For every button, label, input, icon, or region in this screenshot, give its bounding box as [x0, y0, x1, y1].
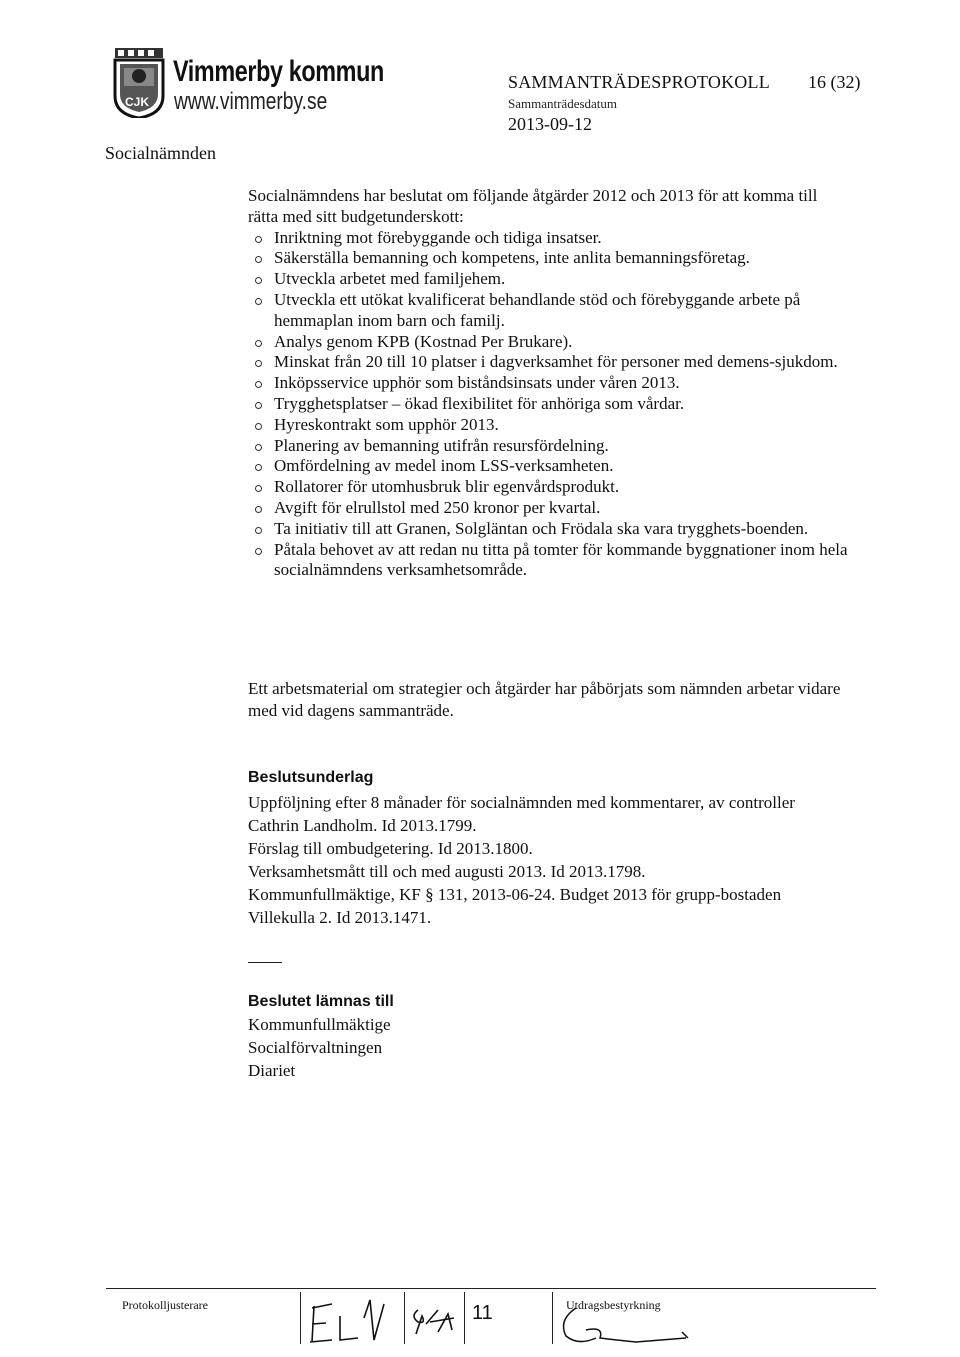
footer-divider	[552, 1292, 553, 1344]
municipality-name: Vimmerby kommun	[173, 55, 384, 88]
footer-rule	[106, 1288, 876, 1289]
meeting-date-label: Sammanträdesdatum	[508, 96, 618, 111]
recipient: Diariet	[248, 1061, 296, 1080]
work-material-paragraph: Ett arbetsmaterial om strategier och åtgärder har påbörjats som nämnden arbetar vidare med vid dagens sammanträde.	[248, 679, 841, 720]
meeting-date: 2013-09-12	[508, 114, 592, 134]
basis-line: Förslag till ombudgetering. Id 2013.1800.	[248, 839, 533, 858]
measure-item: Utveckla ett utökat kvalificerat behandlande stöd och förebyggande arbete på hemmaplan inom barn och familj.	[248, 290, 848, 332]
measure-item: Påtala behovet av att redan nu titta på tomter för kommande byggnationer inom hela socialnämndens verksamhetsområde.	[248, 540, 848, 582]
basis-line: Kommunfullmäktige, KF § 131, 2013-06-24. Budget 2013 för grupp-bostaden Villekulla 2. Id 2013.1471.	[248, 885, 782, 927]
measure-item: Inköpsservice upphör som biståndsinsats under våren 2013.	[248, 373, 848, 394]
svg-text:CJK: CJK	[125, 95, 150, 109]
measure-item: Trygghetsplatser – ökad flexibilitet för anhöriga som vårdar.	[248, 394, 848, 415]
basis-line: Verksamhetsmått till och med augusti 2013. Id 2013.1798.	[248, 862, 646, 881]
measure-item: Omfördelning av medel inom LSS-verksamheten.	[248, 456, 848, 477]
measure-item: Analys genom KPB (Kostnad Per Brukare).	[248, 332, 848, 353]
certification-label: Utdragsbestyrkning	[566, 1298, 661, 1312]
document-type: SAMMANTRÄDESPROTOKOLL	[508, 72, 770, 92]
recipients-heading: Beslutet lämnas till	[248, 993, 394, 1010]
recipients-section	[248, 990, 648, 1082]
initials-signature-1	[306, 1296, 401, 1352]
measures-list	[248, 228, 848, 582]
decision-basis-heading: Beslutsunderlag	[248, 769, 374, 786]
footer-divider	[300, 1292, 301, 1344]
measure-item: Inriktning mot förebyggande och tidiga insatser.	[248, 228, 848, 249]
decision-body	[248, 186, 848, 581]
recipient: Socialförvaltningen	[248, 1038, 383, 1057]
measure-item: Rollatorer för utomhusbruk blir egenvårdsprodukt.	[248, 477, 848, 498]
municipal-crest-logo	[112, 48, 166, 118]
measure-item: Utveckla arbetet med familjehem.	[248, 269, 848, 290]
footer-divider	[404, 1292, 405, 1344]
section-divider	[248, 962, 282, 963]
footer-divider	[464, 1292, 465, 1344]
initials-signature-2	[408, 1296, 460, 1352]
intro-paragraph: Socialnämndens har beslutat om följande åtgärder 2012 och 2013 för att komma till rätta med sitt budgetunderskott:	[248, 186, 818, 226]
measure-item: Avgift för elrullstol med 250 kronor per kvartal.	[248, 498, 848, 519]
certification-signature	[556, 1300, 696, 1350]
measure-item: Hyreskontrakt som upphör 2013.	[248, 415, 848, 436]
recipient: Kommunfullmäktige	[248, 1015, 391, 1034]
measure-item: Säkerställa bemanning och kompetens, inte anlita bemanningsföretag.	[248, 248, 848, 269]
department-name: Socialnämnden	[105, 143, 216, 163]
decision-basis-section	[248, 766, 848, 929]
basis-line: Uppföljning efter 8 månader för socialnämnden med kommentarer, av controller Cathrin Landholm. Id 2013.1799.	[248, 793, 795, 835]
measure-item: Planering av bemanning utifrån resursfördelning.	[248, 436, 848, 457]
adjusters-label: Protokolljusterare	[122, 1298, 208, 1312]
measure-item: Ta initiativ till att Granen, Solgläntan och Frödala ska vara trygghets-boenden.	[248, 519, 848, 540]
measure-item: Minskat från 20 till 10 platser i dagverksamhet för personer med demens-sjukdom.	[248, 352, 848, 373]
footer-page-number: 11	[472, 1302, 493, 1324]
municipality-website: www.vimmerby.se	[174, 88, 328, 115]
page-number: 16 (32)	[808, 72, 861, 92]
